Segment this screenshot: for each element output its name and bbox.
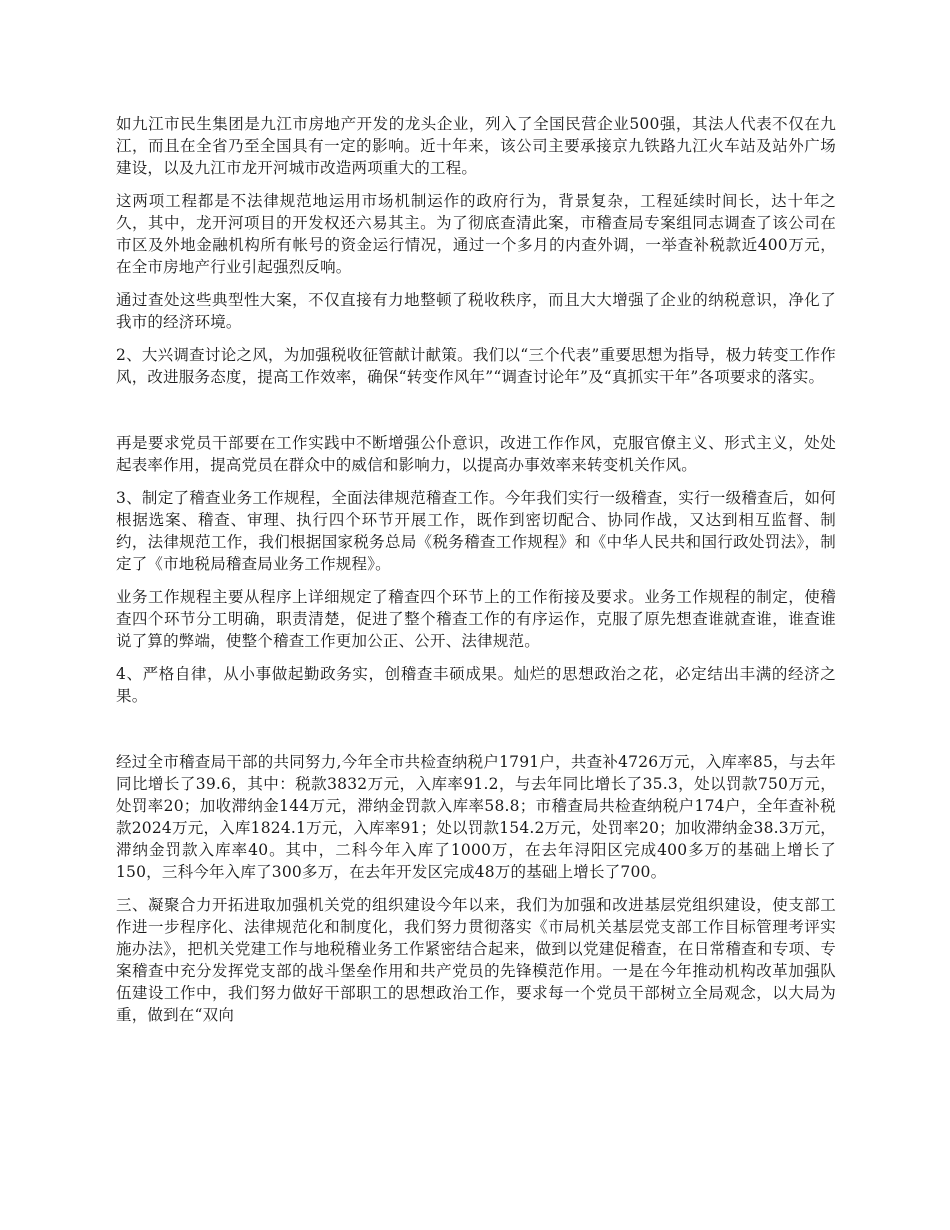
document-body — [116, 113, 836, 1037]
paragraph-2: 这两项工程都是不法律规范地运用市场机制运作的政府行为，背景复杂，工程延续时间长，达十年之久，其中，龙开河项目的开发权还六易其主。为了彻底查清此案，市稽查局专案组同志调查了该公司在市区及外地金融机构所有帐号的资金运行情况，通过一个多月的内查外调，一举查补税款近400万元，在全市房地产行业引起强烈反响。 — [116, 192, 836, 276]
paragraph-1: 如九江市民生集团是九江市房地产开发的龙头企业，列入了全国民营企业500强，其法人代表不仅在九江，而且在全省乃至全国具有一定的影响。近十年来，该公司主要承接京九铁路九江火车站及站外广场建设，以及九江市龙开河城市改造两项重大的工程。 — [116, 115, 836, 177]
paragraph-9: 经过全市稽查局干部的共同努力,今年全市共检查纳税户1791户，共查补4726万元，入库率85，与去年同比增长了39.6，其中：税款3832万元，入库率91.2，与去年同比增长了35.3，处以罚款750万元，处罚率20；加收滞纳金144万元，滞纳金罚款入库率58.8；市稽查局共检查纳税户174户，全年查补税款2024万元，入库1824.1万元，入库率91；处以罚款154.2万元，处罚率20；加收滞纳金38.3万元，滞纳金罚款入库率40。其中，二科今年入库了1000万，在去年浔阳区完成400多万的基础上增长了150，三科今年入库了300多万，在去年开发区完成48万的基础上增长了700。 — [116, 753, 836, 881]
paragraph-6: 3、制定了稽查业务工作规程，全面法律规范稽查工作。今年我们实行一级稽查，实行一级稽查后，如何根据选案、稽查、审理、执行四个环节开展工作，既作到密切配合、协同作战，又达到相互监督、制约，法律规范工作，我们根据国家税务总局《税务稽查工作规程》和《中华人民共和国行政处罚法》，制定了《市地税局稽查局业务工作规程》。 — [116, 489, 836, 573]
paragraph-4: 2、大兴调查讨论之风，为加强税收征管献计献策。我们以“三个代表”重要思想为指导，极力转变工作作风，改进服务态度，提高工作效率，确保“转变作风年”“调查讨论年”及“真抓实干年”各项要求的落实。 — [116, 346, 836, 386]
paragraph-5: 再是要求党员干部要在工作实践中不断增强公仆意识，改进工作作风，克服官僚主义、形式主义，处处起表率作用，提高党员在群众中的威信和影响力，以提高办事效率来转变机关作风。 — [116, 434, 836, 474]
paragraph-3: 通过查处这些典型性大案，不仅直接有力地整顿了税收秩序，而且大大增强了企业的纳税意识，净化了我市的经济环境。 — [116, 291, 836, 331]
paragraph-gap — [116, 718, 836, 751]
paragraph-7: 业务工作规程主要从程序上详细规定了稽查四个环节上的工作衔接及要求。业务工作规程的制定，使稽查四个环节分工明确，职责清楚，促进了整个稽查工作的有序运作，克服了原先想查谁就查谁，谁查谁说了算的弊端，使整个稽查工作更加公正、公开、法律规范。 — [116, 588, 836, 650]
paragraph-10: 三、凝聚合力开拓进取加强机关党的组织建设今年以来，我们为加强和改进基层党组织建设，使支部工作进一步程序化、法律规范化和制度化，我们努力贯彻落实《市局机关基层党支部工作目标管理考评实施办法》，把机关党建工作与地税稽业务工作紧密结合起来，做到以党建促稽查，在日常稽查和专项、专案稽查中充分发挥党支部的战斗堡垒作用和共产党员的先锋模范作用。一是在今年推动机构改革加强队伍建设工作中，我们努力做好干部职工的思想政治工作，要求每一个党员干部树立全局观念，以大局为重，做到在“双向 — [116, 896, 836, 1024]
paragraph-8: 4、严格自律，从小事做起勤政务实，创稽查丰硕成果。灿烂的思想政治之花，必定结出丰满的经济之果。 — [116, 665, 836, 705]
paragraph-gap — [116, 399, 836, 432]
